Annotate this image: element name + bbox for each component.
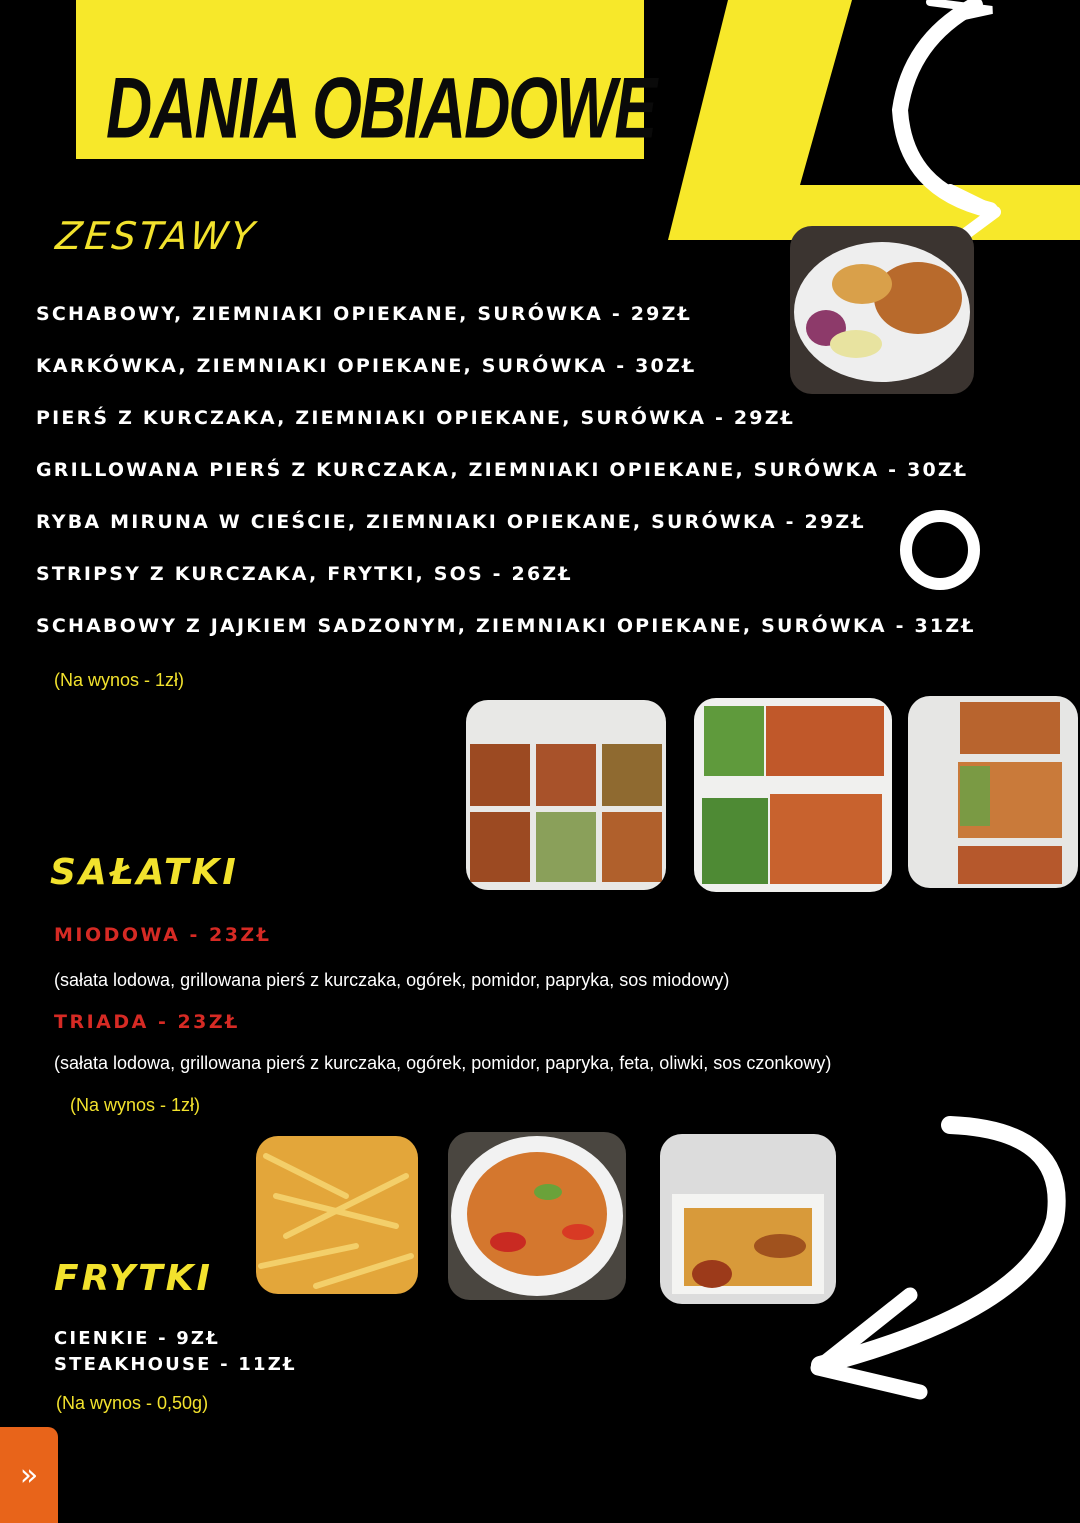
fries-item: CIENKIE - 9ZŁ — [54, 1328, 220, 1349]
strips-box-photo — [660, 1134, 836, 1304]
menu-item: PIERŚ Z KURCZAKA, ZIEMNIAKI OPIEKANE, SURÓWKA - 29ZŁ — [36, 407, 796, 429]
menu-item: SCHABOWY Z JAJKIEM SADZONYM, ZIEMNIAKI OPIEKANE, SURÓWKA - 31ZŁ — [36, 615, 976, 637]
salatki-takeaway-note: (Na wynos - 1zł) — [70, 1095, 201, 1115]
zestawy-takeaway-note: (Na wynos - 1zł) — [54, 670, 185, 690]
salad-name-miodowa: MIODOWA - 23ZŁ — [54, 924, 272, 946]
frytki-takeaway-note: (Na wynos - 0,50g) — [56, 1393, 209, 1413]
salad-name-triada: TRIADA - 23ZŁ — [54, 1011, 240, 1033]
grilled-chicken-boxes-photo — [694, 698, 892, 892]
menu-item: RYBA MIRUNA W CIEŚCIE, ZIEMNIAKI OPIEKANE, SURÓWKA - 29ZŁ — [36, 511, 866, 533]
boxed-cutlets-photo — [466, 700, 666, 890]
menu-item: SCHABOWY, ZIEMNIAKI OPIEKANE, SURÓWKA - 29ZŁ — [36, 303, 692, 325]
page-title: DANIA OBIADOWE — [106, 59, 656, 157]
menu-item: KARKÓWKA, ZIEMNIAKI OPIEKANE, SURÓWKA - 30ZŁ — [36, 355, 697, 377]
section-title-frytki: FRYTKI — [54, 1258, 213, 1299]
fries-photo — [256, 1136, 418, 1294]
menu-item: GRILLOWANA PIERŚ Z KURCZAKA, ZIEMNIAKI OPIEKANE, SURÓWKA - 30ZŁ — [36, 459, 969, 481]
salad-description: (sałata lodowa, grillowana pierś z kurczaka, ogórek, pomidor, papryka, feta, oliwki, sos czonkowy) — [54, 1053, 832, 1073]
section-title-zestawy: ZESTAWY — [53, 214, 260, 258]
fries-item: STEAKHOUSE - 11ZŁ — [54, 1354, 297, 1375]
section-title-salatki: SAŁATKI — [50, 852, 239, 893]
stacked-boxes-photo — [908, 696, 1078, 888]
curved-arrow-decoration-top — [880, 0, 1080, 240]
next-page-button[interactable] — [0, 1427, 58, 1523]
curved-arrow-decoration-bottom — [800, 1110, 1080, 1400]
double-chevron-right-icon: » — [19, 1457, 39, 1493]
menu-item: STRIPSY Z KURCZAKA, FRYTKI, SOS - 26ZŁ — [36, 563, 573, 585]
schabowy-plate-photo — [790, 226, 974, 394]
frytki-list — [54, 1326, 297, 1378]
title-banner — [76, 0, 656, 159]
salad-description: (sałata lodowa, grillowana pierś z kurczaka, ogórek, pomidor, papryka, sos miodowy) — [54, 970, 730, 990]
salad-plate-photo — [448, 1132, 626, 1300]
